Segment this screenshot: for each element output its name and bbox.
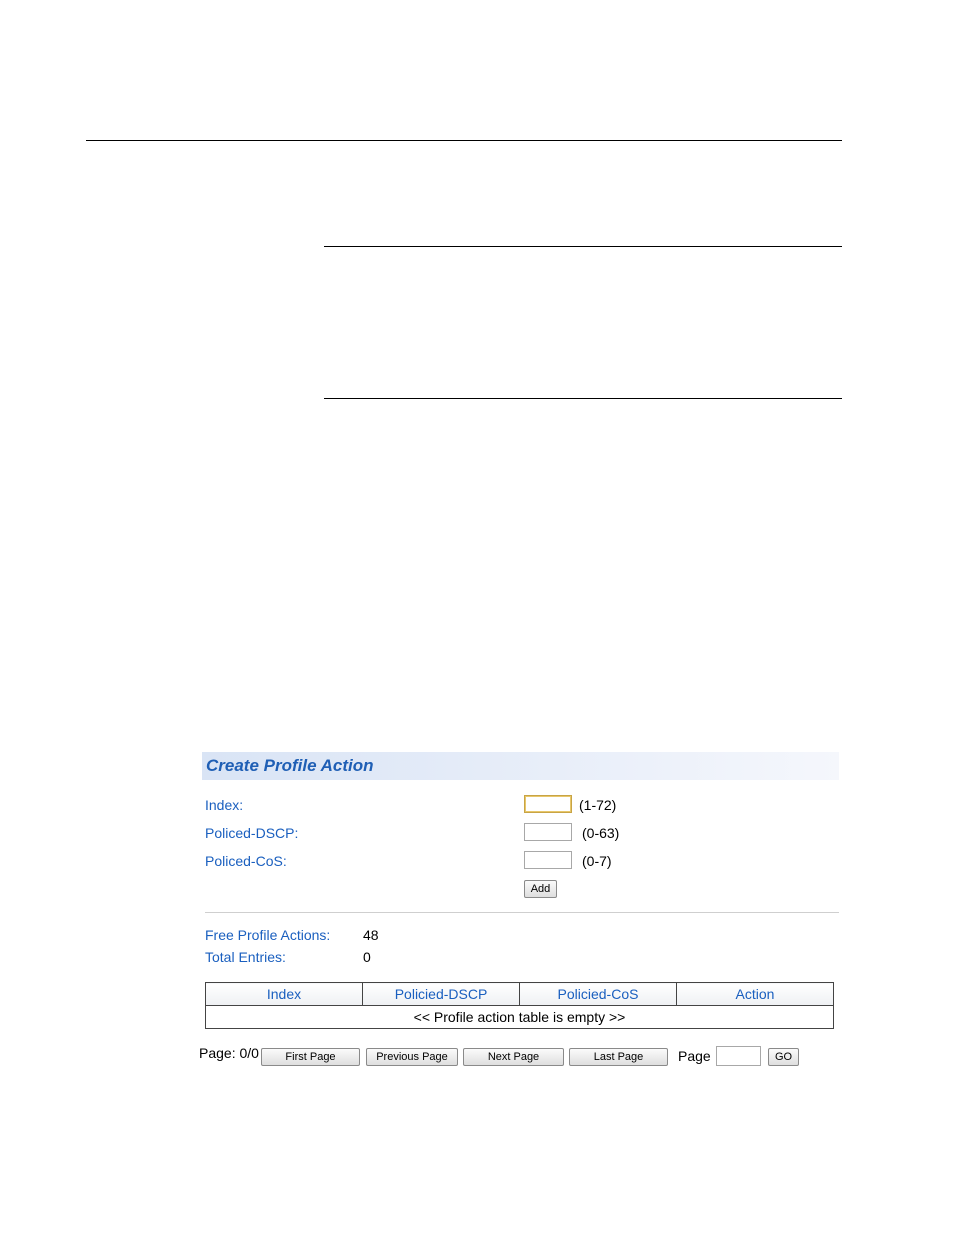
- total-entries-label: Total Entries:: [205, 949, 286, 965]
- policed-dscp-range: (0-63): [582, 825, 620, 841]
- empty-table-message: << Profile action table is empty >>: [206, 1006, 834, 1029]
- page-status: Page: 0/0: [199, 1045, 259, 1061]
- go-button[interactable]: GO: [768, 1048, 799, 1066]
- table-header-row: [206, 983, 834, 1006]
- panel-header: [202, 752, 839, 780]
- previous-page-button[interactable]: Previous Page: [366, 1048, 458, 1066]
- policed-dscp-label: Policed-DSCP:: [205, 825, 299, 841]
- column-header-action: Action: [677, 983, 834, 1006]
- policed-cos-label: Policed-CoS:: [205, 853, 287, 869]
- profile-action-table: [205, 982, 834, 1029]
- index-input[interactable]: [524, 795, 572, 813]
- page-number-input[interactable]: [716, 1046, 761, 1066]
- section-divider-upper: [324, 246, 842, 247]
- table-row: [206, 1006, 834, 1029]
- column-header-policied-dscp: Policied-DSCP: [363, 983, 520, 1006]
- free-profile-actions-value: 48: [363, 927, 379, 943]
- column-header-index: Index: [206, 983, 363, 1006]
- policed-cos-range: (0-7): [582, 853, 612, 869]
- column-header-policied-cos: Policied-CoS: [520, 983, 677, 1006]
- section-divider-lower: [324, 398, 842, 399]
- first-page-button[interactable]: First Page: [261, 1048, 360, 1066]
- last-page-button[interactable]: Last Page: [569, 1048, 668, 1066]
- create-profile-action-panel: [199, 752, 842, 1082]
- panel-title: Create Profile Action: [206, 756, 374, 775]
- next-page-button[interactable]: Next Page: [463, 1048, 564, 1066]
- policed-dscp-input[interactable]: [524, 823, 572, 841]
- page-jump-label: Page: [678, 1048, 711, 1064]
- index-range: (1-72): [579, 797, 617, 813]
- free-profile-actions-label: Free Profile Actions:: [205, 927, 331, 943]
- index-label: Index:: [205, 797, 244, 813]
- policed-cos-input[interactable]: [524, 851, 572, 869]
- total-entries-value: 0: [363, 949, 371, 965]
- form-separator: [205, 912, 839, 913]
- top-divider: [86, 140, 842, 141]
- add-button[interactable]: Add: [524, 880, 557, 898]
